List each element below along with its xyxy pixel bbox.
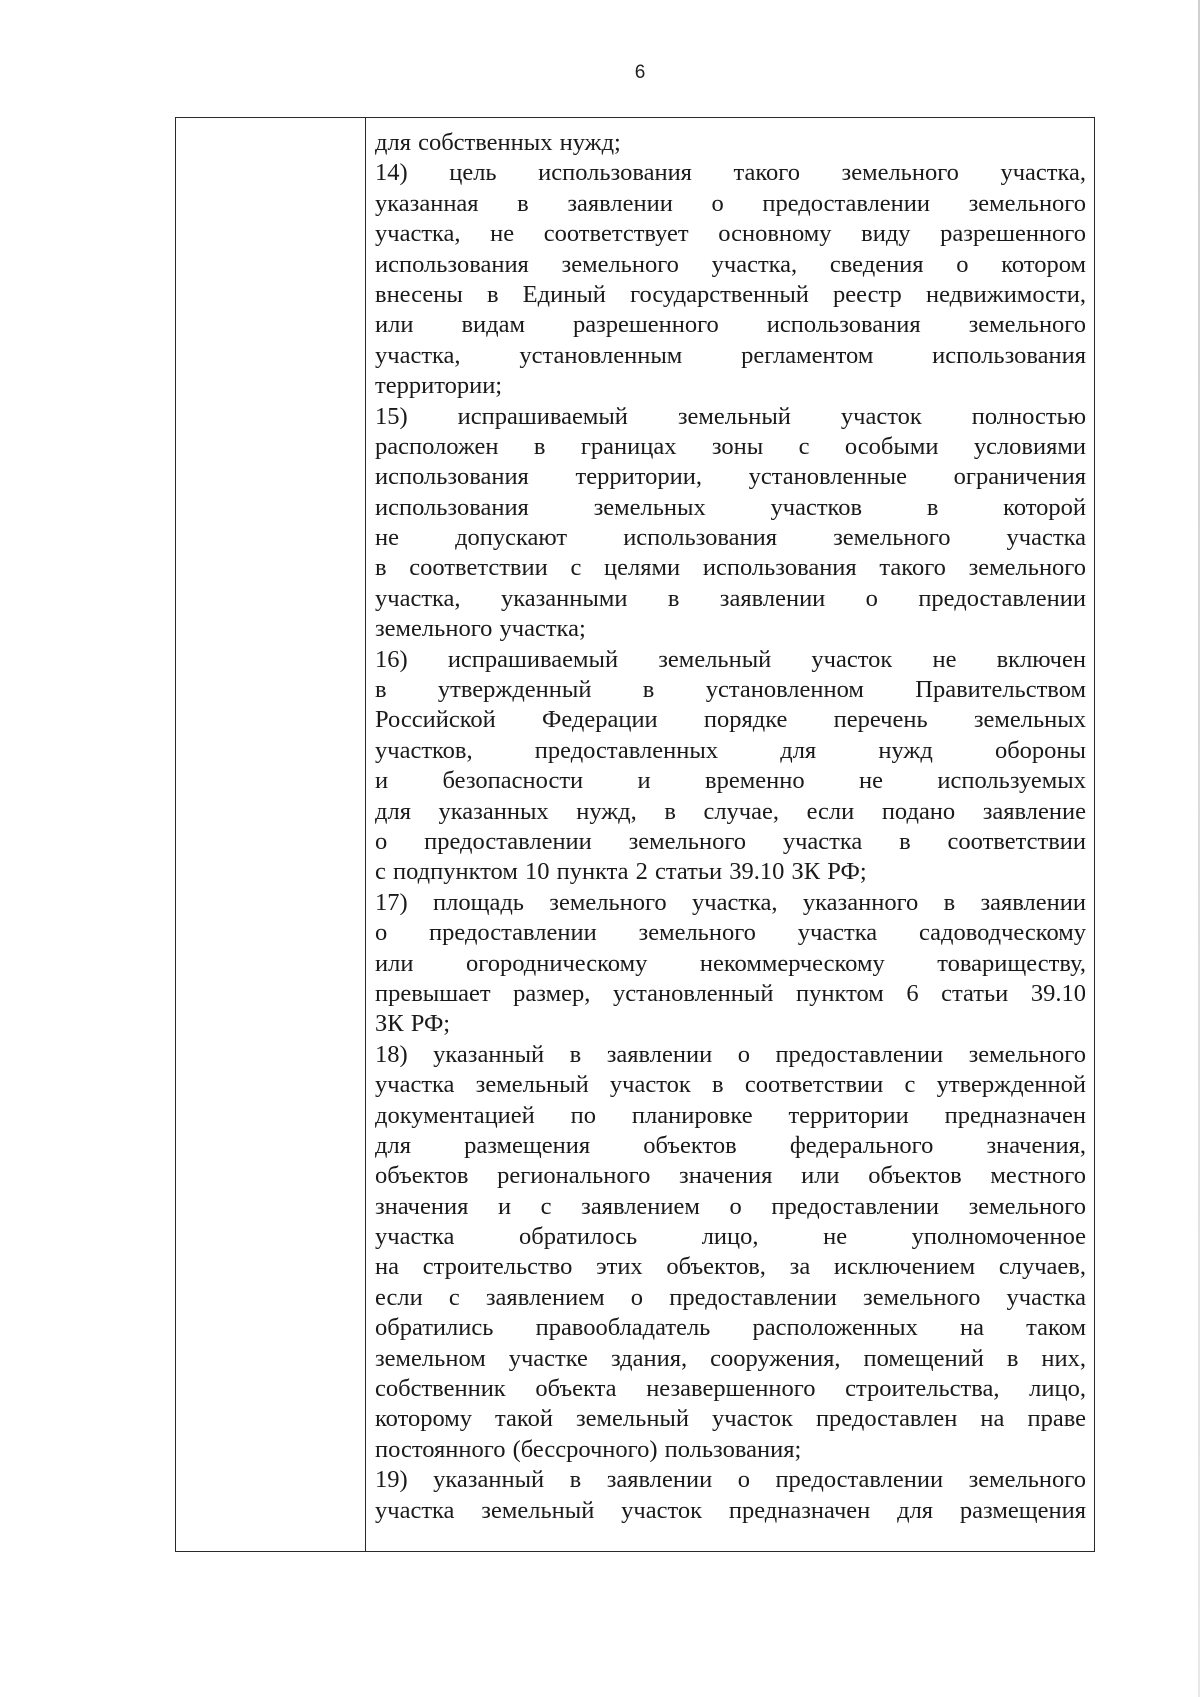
text-line: для собственных нужд; (375, 129, 621, 156)
text-line: которому такой земельный участок предоставлен на праве (375, 1405, 1086, 1433)
text-line: постоянного (бессрочного) пользования; (375, 1435, 802, 1463)
text-line: о предоставлении земельного участка в соответствии (375, 827, 1086, 855)
text-line: о предоставлении земельного участка садоводческому (375, 919, 1086, 947)
text-line: внесены в Единый государственный реестр недвижимости, (375, 280, 1086, 308)
text-line: объектов регионального значения или объектов местного (375, 1162, 1086, 1190)
text-line: использования земельного участка, сведения о котором (375, 250, 1086, 278)
text-line: 15) испрашиваемый земельный участок полностью (375, 402, 1086, 430)
text-line: и безопасности и временно не используемых (375, 767, 1086, 795)
text-line: территории; (375, 372, 503, 400)
text-line: если с заявлением о предоставлении земельного участка (375, 1283, 1086, 1311)
text-line: 17) площадь земельного участка, указанного в заявлении (375, 888, 1086, 916)
text-line: использования территории, установленные ограничения (375, 463, 1086, 491)
text-line: собственник объекта незавершенного строительства, лицо, (375, 1375, 1086, 1403)
text-line: участка обратилось лицо, не уполномоченное (375, 1223, 1086, 1251)
text-line: в соответствии с целями использования такого земельного (375, 554, 1086, 582)
text-line: значения и с заявлением о предоставлении земельного (375, 1192, 1086, 1220)
table-right-cell (366, 118, 1094, 1551)
text-line: не допускают использования земельного участка (375, 524, 1086, 552)
text-line: или огородническому некоммерческому товариществу, (375, 949, 1086, 977)
text-line: Российской Федерации порядке перечень земельных (375, 706, 1086, 734)
text-line: участка, указанными в заявлении о предоставлении (375, 584, 1086, 612)
table-left-cell (176, 118, 366, 1551)
text-line: участков, предоставленных для нужд обороны (375, 736, 1086, 764)
text-line: на строительство этих объектов, за исключением случаев, (375, 1253, 1086, 1281)
page-number: 6 (634, 62, 646, 83)
text-line: 16) испрашиваемый земельный участок не включен (375, 645, 1086, 673)
text-line: указанная в заявлении о предоставлении земельного (375, 189, 1086, 217)
text-line: или видам разрешенного использования земельного (375, 311, 1086, 339)
text-line: 14) цель использования такого земельного участка, (375, 159, 1086, 187)
text-line: земельном участке здания, сооружения, помещений в них, (375, 1344, 1086, 1372)
text-line: использования земельных участков в которой (375, 493, 1086, 521)
text-line: участка, установленным регламентом использования (375, 341, 1086, 369)
text-line: превышает размер, установленный пунктом 6 статьи 39.10 (375, 979, 1086, 1007)
text-line: для указанных нужд, в случае, если подано заявление (375, 797, 1086, 825)
text-line: участка земельный участок предназначен для размещения (375, 1496, 1086, 1524)
text-line: участка, не соответствует основному виду разрешенного (375, 220, 1086, 248)
text-line: земельного участка; (375, 615, 586, 643)
text-line: участка земельный участок в соответствии с утвержденной (375, 1071, 1086, 1099)
text-line: с подпунктом 10 пункта 2 статьи 39.10 ЗК РФ; (375, 858, 867, 886)
document-table (175, 117, 1095, 1552)
text-line: обратились правообладатель расположенных на таком (375, 1314, 1086, 1342)
text-line: в утвержденный в установленном Правительством (375, 676, 1086, 704)
text-line: расположен в границах зоны с особыми условиями (375, 432, 1086, 460)
text-line: 19) указанный в заявлении о предоставлении земельного (375, 1466, 1086, 1494)
text-line: документацией по планировке территории предназначен (375, 1101, 1086, 1129)
text-line: для размещения объектов федерального значения, (375, 1131, 1086, 1159)
text-line: ЗК РФ; (375, 1010, 451, 1038)
text-line: 18) указанный в заявлении о предоставлении земельного (375, 1040, 1086, 1068)
